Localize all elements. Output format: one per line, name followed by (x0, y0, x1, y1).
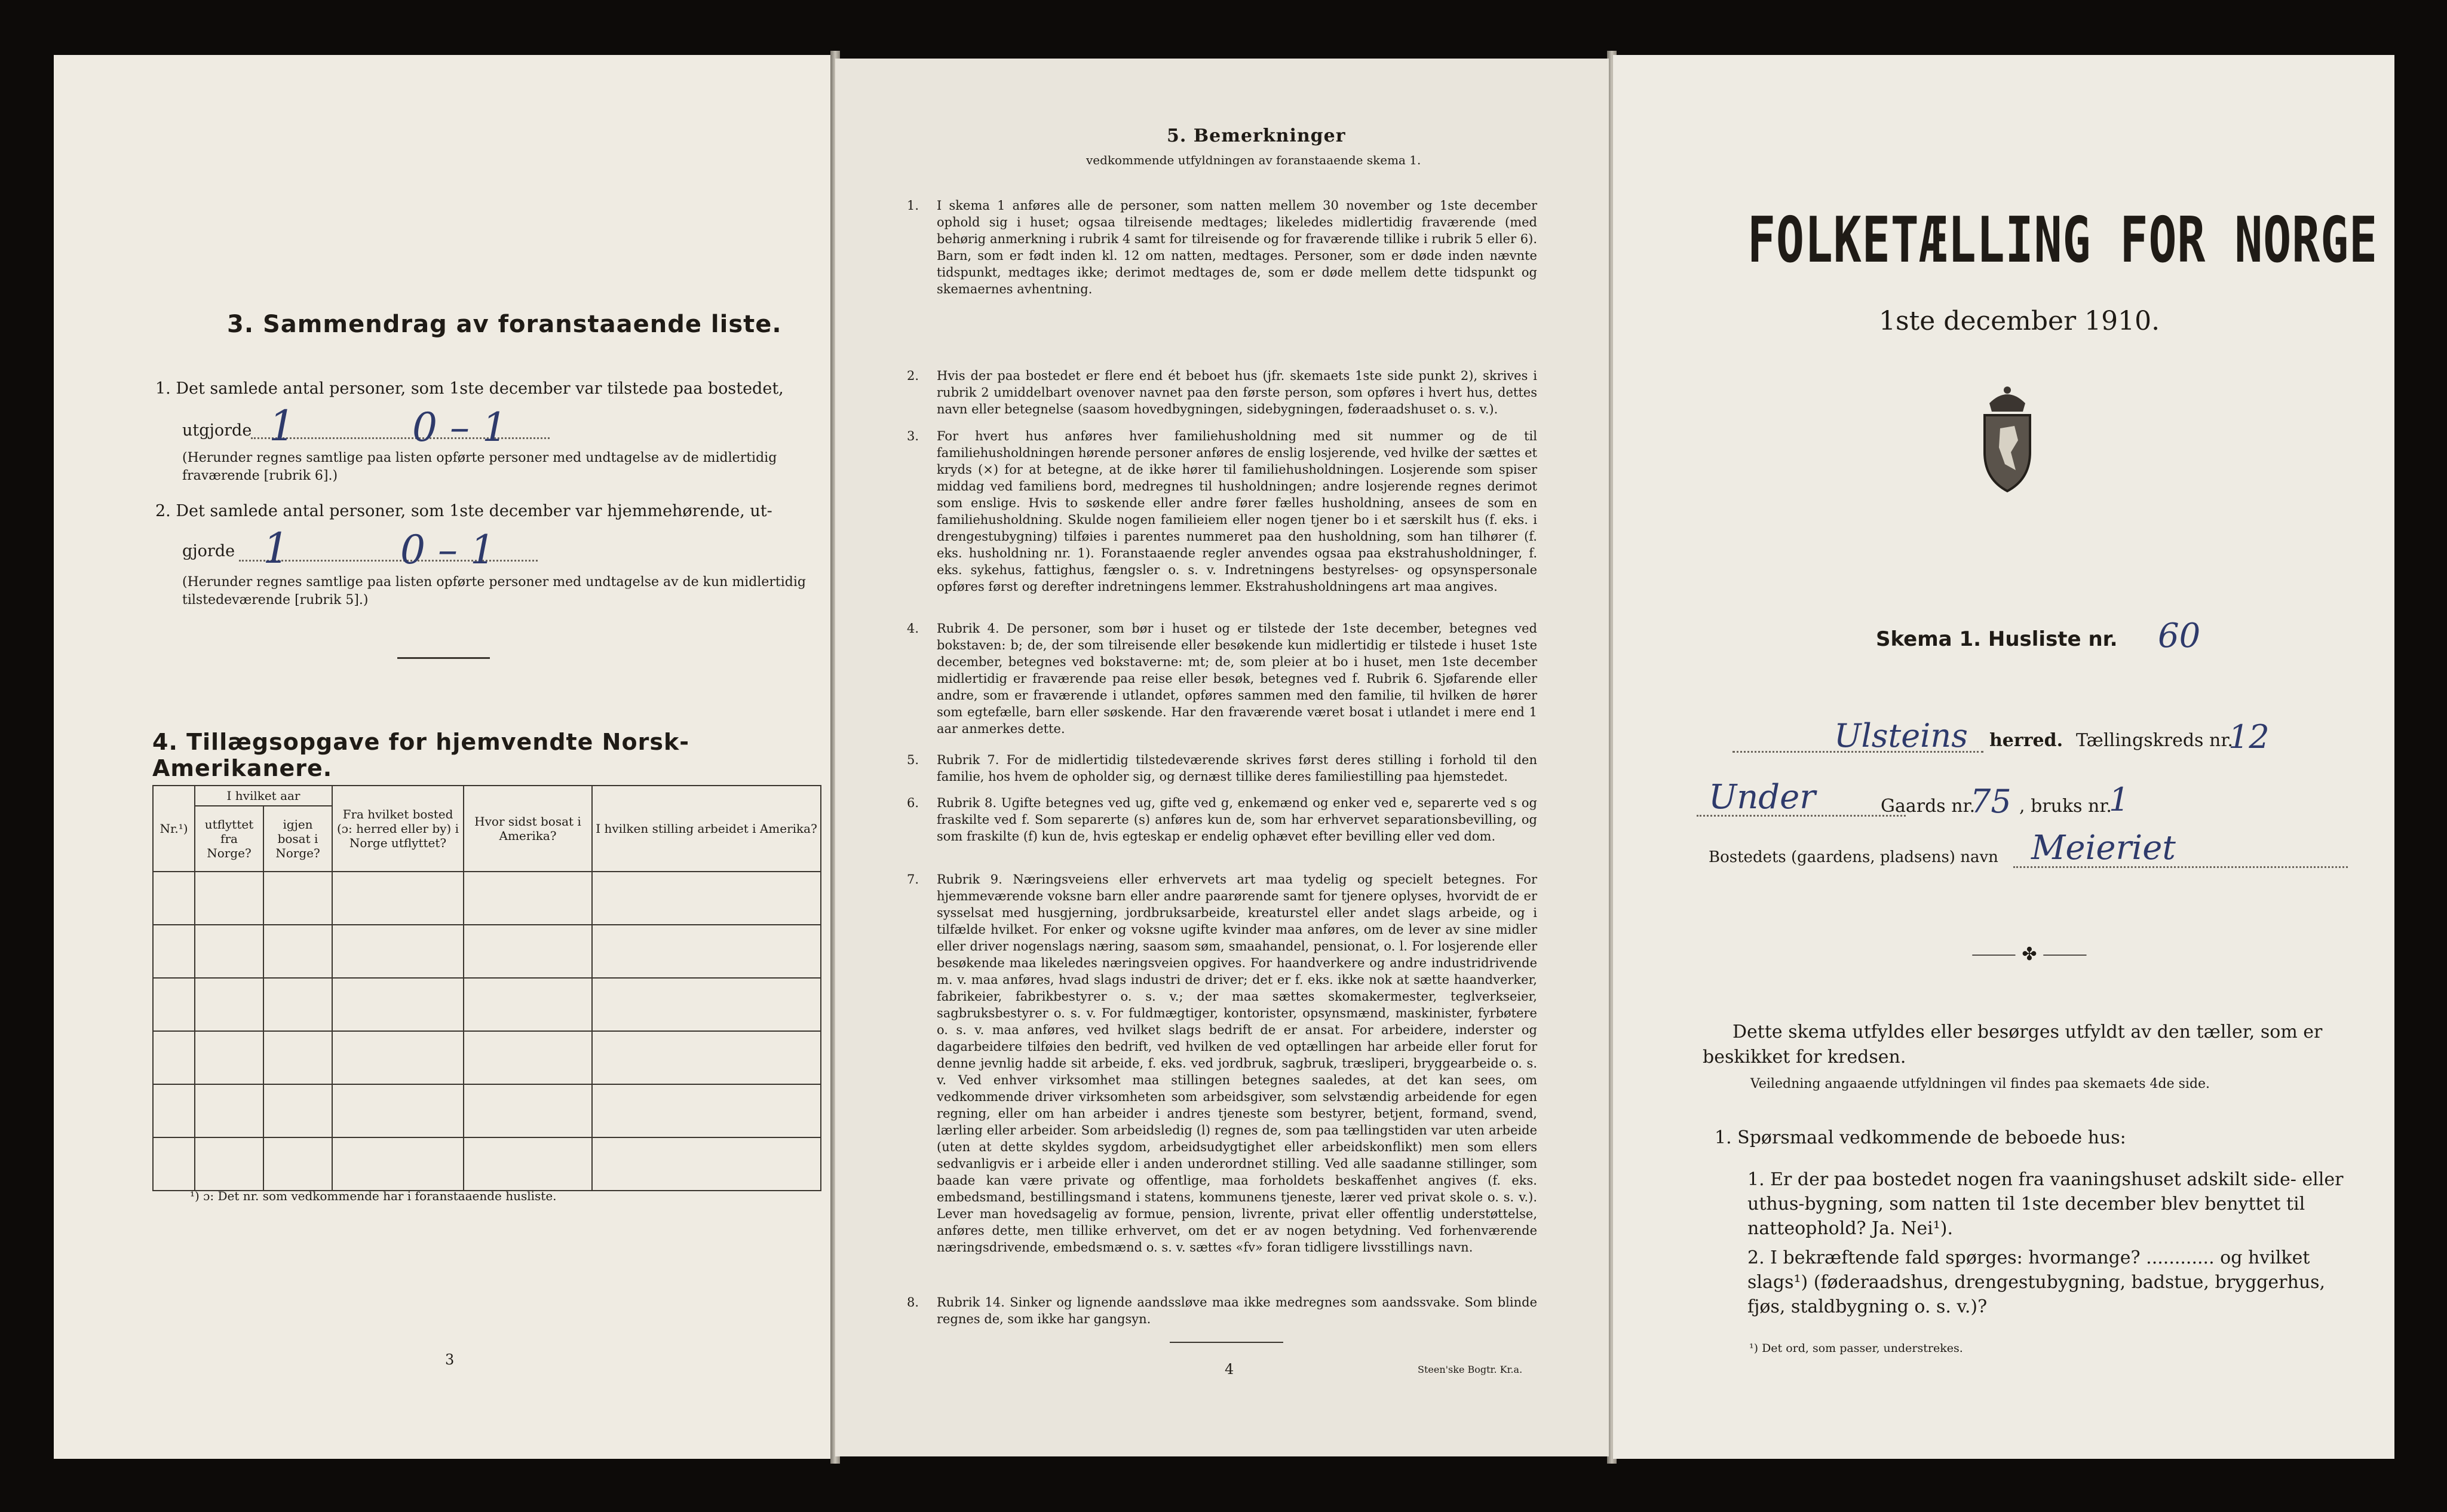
census-title: FOLKETÆLLING FOR NORGE (1747, 204, 2378, 277)
question-2: 2. I bekræftende fald spørges: hvormange? ............ og hvilket slags¹) (føderaadshus, drengestubygning, badstue, bryggerhus, fjøs, staldbygning o. s. v.)? (1747, 1247, 2326, 1317)
remark-number: 2. (907, 369, 919, 383)
gaards-label: Gaards nr. (1881, 796, 1976, 817)
remark-text: Rubrik 14. Sinker og lignende aandssløve maa ikke medregnes som aandssvake. Som blinde regnes de, som ikke har gangsyn. (937, 1295, 1537, 1326)
husliste-number: 60 (2158, 617, 2201, 655)
remarks-title: 5. Bemerkninger (1167, 125, 1346, 146)
ornament-divider: ⸻ ✤ ⸻ (1971, 944, 2087, 965)
bruks-label: , bruks nr. (2019, 796, 2112, 817)
remark-number: 5. (907, 753, 919, 767)
remark-text: Rubrik 8. Ugifte betegnes ved ug, gifte ved g, enkemænd og enker ved e, separerte ved s og fraskilte ved f. Som separerte (s) anføres kun de, som har erhvervet separationsbevilling, og som fraskilte (f) kun de, hvis egteskap er endelig ophævet efter bevilling eller ved dom. (937, 796, 1537, 844)
col-from-where: Fra hvilket bosted (ɔ: herred eller by) i Norge utflyttet? (332, 786, 464, 872)
divider (1170, 1342, 1283, 1343)
q1-utgjorde-label: utgjorde (182, 421, 252, 440)
remark-number: 7. (907, 872, 919, 887)
q2-handwritten-total: 1 (263, 524, 290, 573)
page-number: 4 (1225, 1361, 1234, 1378)
gaard-handwritten: Under (1709, 778, 1816, 817)
remark-text: For hvert hus anføres hver familiehusholdning med sit nummer og de til familiehusholdningen hørende personer anføres de enslig losjerende, ved hvilke der sættes et kryds (×) for at betegne, at de ikke hører til familiehusholdningen. Losjerende som spiser middag ved familiens bord, medregnes til husholdningen; andre losjerende regnes derimot som enslige. Hvis to søskende eller andre fører fælles husholdning, ansees de som en familiehusholdning. Skulde nogen familieiem eller nogen tjener bo i et særskilt hus (f. eks. i drengestubygning) tilføies i parentes nummeret paa den husholdning, som han tilhører (f. eks. husholdning nr. 1). Foranstaaende regler anvendes ogsaa paa ekstrahusholdninger, f. eks. sykehus, fattighus, fængsler o. s. v. Indretningens bestyrelses- og opsynspersonale opføres først og derefter indretningens lemmer. Ekstrahusholdningens art maa angives. (937, 429, 1537, 594)
question-1: 1. Er der paa bostedet nogen fra vaaningshuset adskilt side- eller uthus-bygning, som natten til 1ste december blev benyttet til natteophold? Ja. Nei¹). (1747, 1169, 2344, 1239)
norway-coat-of-arms-icon (1971, 381, 2043, 494)
skema-label: Skema 1. Husliste nr. (1876, 627, 2118, 651)
printer-mark: Steen'ske Bogtr. Kr.a. (1418, 1364, 1523, 1375)
q1-handwritten-total: 1 (269, 401, 296, 450)
table-row (153, 872, 821, 925)
table-row (153, 925, 821, 978)
col-emigrated: utflyttet fra Norge? (195, 806, 263, 872)
kreds-label: Tællingskreds nr. (2076, 730, 2233, 751)
bosted-label: Bostedets (gaardens, pladsens) navn (1709, 848, 1998, 866)
q2-handwritten-split: 0 – 1 (400, 527, 495, 573)
col-position-america: I hvilken stilling arbeidet i Amerika? (592, 786, 821, 872)
remark-text: Rubrik 9. Næringsveiens eller erhvervets art maa tydelig og specielt betegnes. For hjemmeværende voksne barn eller andre paarørende samt for tjenere oplyses, hvorvidt de er sysselsat med husgjerning, jordbruksarbeide, kreaturstel eller andet slags arbeide, og i tilfælde hvilket. For enker og voksne ugifte kvinder maa anføres, om de lever av sine midler eller driver nogenslags næring, saasom søm, smaahandel, pensionat, o. l. For losjerende eller besøkende maa likeledes næringsveien opgives. For haandverkere og andre industridrivende m. v. maa anføres, hvad slags industri de driver; det er f. eks. ikke nok at sætte haandverker, fabrikeier, fabrikbestyrer o. s. v.; der maa sættes skomakermester, teglverkseier, sagbruksbestyrer o. s. v. For fuldmægtiger, kontorister, opsynsmænd, maskinister, fyrbøtere o. s. v. maa anføres, ved hvilket slags bedrift de er ansat. For arbeidere, inderster og dagarbeidere tilføies den bedrift, ved hvilken de ved optællingen har arbeide eller forut for denne jevnlig hadde sit arbeide, f. eks. ved jordbruk, sagbruk, træsliperi, bryggearbeide o. s. v. Ved enhver virksomhet maa stillingen betegnes saaledes, at det kan sees, om vedkommende driver virksomheten som arbeidsgiver, som selvstændig arbeidende for egen regning, eller om han arbeider i andres tjeneste som bestyrer, betjent, formand, svend, lærling eller arbeider. Som arbeidsledig (l) regnes de, som paa tællingstiden var uten arbeide (uten at dette skyldes sygdom, arbeidsudygtighet eller arbeidskonflikt) men som ellers sedvanligvis er i arbeide eller i anden underordnet stilling. Ved alle saadanne stillinger, som baade kan være private og offentlige, maa forholdets beskaffenhet angives (f. eks. embedsmand, bestillingsmand i statens, kommunens tjeneste, lærer ved privat skole o. s. v.). Lever man hovedsagelig av formue, pension, livrente, privat eller offentlig understøttelse, anføres dette, men tillike erhvervet, om det er av nogen betydning. Ved forhenværende næringsdrivende, embedsmænd o. s. v. sættes «fv» foran tidligere livsstillings navn. (937, 872, 1537, 1255)
col-nr: Nr.¹) (153, 786, 195, 872)
q2-utgjorde-label: gjorde (182, 542, 235, 560)
questions-heading: 1. Spørsmaal vedkommende de beboede hus: (1715, 1127, 2126, 1148)
bruks-number: 1 (2109, 781, 2130, 818)
census-date: 1ste december 1910. (1879, 306, 2160, 336)
table-footnote: ¹) ɔ: Det nr. som vedkommende har i foranstaaende husliste. (190, 1189, 557, 1203)
remark-item (907, 367, 1537, 418)
divider (397, 657, 490, 659)
remark-item (907, 428, 1537, 595)
remark-number: 6. (907, 796, 919, 810)
remark-number: 3. (907, 429, 919, 443)
norsk-amerikanere-table (152, 785, 821, 1191)
remark-text: Hvis der paa bostedet er flere end ét beboet hus (jfr. skemaets 1ste side punkt 2), skrives i rubrik 2 umiddelbart ovenover navnet paa den første person, som opføres i hvert hus, dettes navn eller betegnelse (saasom hovedbygningen, sidebygningen, føderaadshuset o. s. v.). (937, 369, 1537, 416)
herred-label: herred. (1989, 730, 2063, 751)
remark-text: Rubrik 7. For de midlertidig tilstedeværende skrives først deres stilling i forhold til den familie, hos hvem de opholder sig, og dernæst tillike deres familiestilling paa hjemstedet. (937, 753, 1537, 784)
guidance-text: Veiledning angaaende utfyldningen vil findes paa skemaets 4de side. (1750, 1077, 2210, 1091)
col-returned: igjen bosat i Norge? (263, 806, 332, 872)
q2-text: 2. Det samlede antal personer, som 1ste december var hjemmehørende, ut- (155, 502, 772, 520)
section-3-title: 3. Sammendrag av foranstaaende liste. (227, 311, 782, 338)
remark-number: 8. (907, 1295, 919, 1309)
col-group-year: I hvilket aar (195, 786, 332, 806)
herred-handwritten: Ulsteins (1834, 717, 1968, 755)
remark-item (907, 1294, 1537, 1327)
section-4-title: 4. Tillægsopgave for hjemvendte Norsk-Amerikanere. (152, 729, 689, 781)
remark-text: Rubrik 4. De personer, som bør i huset og er tilstede der 1ste december, betegnes ved bokstaven: b; de, der som tilreisende eller besøkende kun midlertidig er tilstede i huset 1ste december, betegnes ved bokstaverne: mt; de, som pleier at bo i huset, men 1ste december midlertidig er fraværende paa reise eller besøk, betegnes ved f. Rubrik 6. Sjøfarende eller andre, som er fraværende i utlandet, opføres sammen med den familie, til hvilken de hører som egtefælle, barn eller søskende. Har den fraværende været bosat i utlandet i mere end 1 aar anmerkes dette. (937, 621, 1537, 736)
page-number: 3 (445, 1351, 455, 1368)
right-footnote: ¹) Det ord, som passer, understrekes. (1749, 1342, 1963, 1355)
kreds-number: 12 (2228, 718, 2270, 756)
remark-item (907, 752, 1537, 785)
table-row (153, 1084, 821, 1137)
remark-number: 1. (907, 198, 919, 213)
remark-item (907, 871, 1537, 1256)
table-row (153, 1137, 821, 1191)
left-page (54, 55, 830, 1459)
remark-item (907, 795, 1537, 845)
remarks-subtitle: vedkommende utfyldningen av foranstaaende skema 1. (1086, 153, 1421, 167)
gaards-number: 75 (1970, 783, 2011, 820)
remark-text: I skema 1 anføres alle de personer, som natten mellem 30 november og 1ste december ophold sig i huset; ogsaa tilreisende medtages; likeledes midlertidig fraværende (med behørig anmerkning i rubrik 4 samt for tilreisende og for fraværende tillike i rubrik 5 eller 6). Barn, som er født inden kl. 12 om natten, medtages. Personer, som er døde inden nævnte tidspunkt, medtages ikke; derimot medtages de, som er døde mellem dette tidspunkt og skemaernes avhentning. (937, 198, 1537, 296)
table-row (153, 1031, 821, 1084)
intro-text: Dette skema utfyldes eller besørges utfyldt av den tæller, som er beskikket for kredsen. (1703, 1022, 2323, 1068)
q1-note: (Herunder regnes samtlige paa listen opførte personer med undtagelse av de midlertidig fraværende [rubrik 6].) (182, 450, 777, 483)
remark-item (907, 620, 1537, 737)
remark-item (907, 197, 1537, 298)
q2-note: (Herunder regnes samtlige paa listen opførte personer med undtagelse av de kun midlertidig tilstedeværende [rubrik 5].) (182, 575, 806, 608)
q1-handwritten-split: 0 – 1 (412, 404, 507, 450)
remark-number: 4. (907, 621, 919, 636)
col-last-america: Hvor sidst bosat i Amerika? (464, 786, 592, 872)
right-page (1613, 55, 2394, 1459)
bosted-handwritten: Meieriet (2031, 829, 2176, 867)
table-row (153, 978, 821, 1031)
middle-page (835, 59, 1609, 1456)
q1-text: 1. Det samlede antal personer, som 1ste december var tilstede paa bostedet, (155, 379, 784, 398)
